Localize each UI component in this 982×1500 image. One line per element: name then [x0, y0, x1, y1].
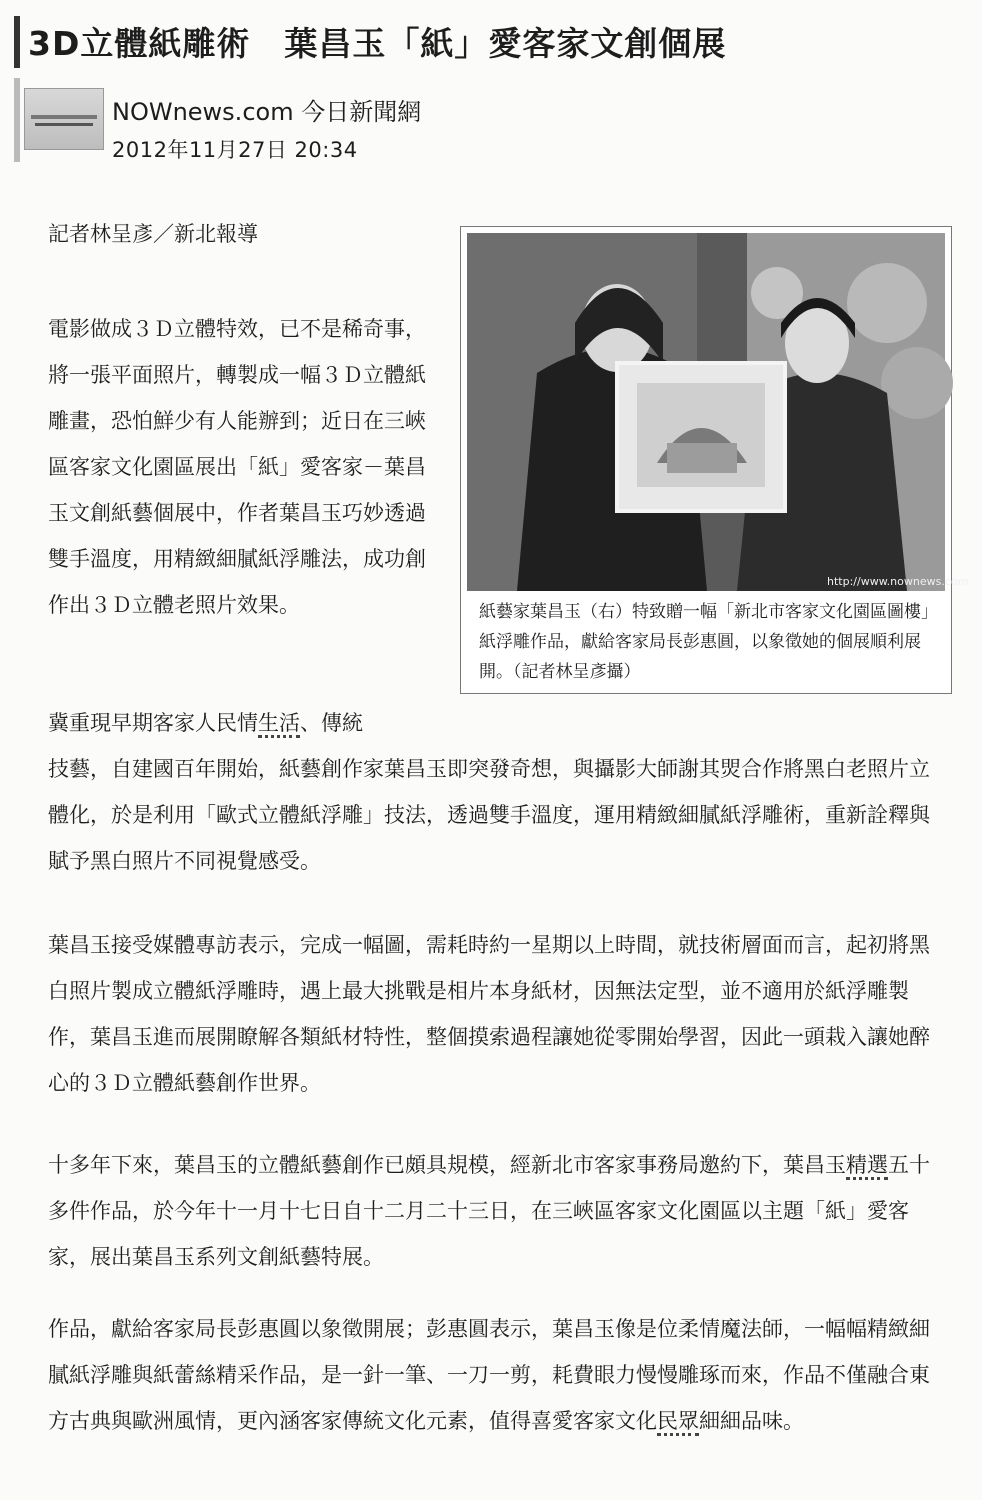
news-photo [467, 233, 969, 591]
emphasis-term: 精選 [846, 1153, 888, 1180]
publisher-logo [24, 88, 104, 150]
photo-watermark: http://www.nownews.com [827, 575, 969, 588]
emphasis-term: 民眾 [657, 1409, 699, 1436]
photo-caption: 紙藝家葉昌玉（右）特致贈一幅「新北市客家文化園區圖樓」紙浮雕作品，獻給客家局長彭惠圓，以象徵她的個展順利展開。（記者林呈彥攝） [479, 602, 938, 682]
emphasis-term: 生活 [258, 711, 300, 738]
title-accent-bar [14, 16, 20, 68]
article-title: 3D立體紙雕術 葉昌玉「紙」愛客家文創個展 [28, 24, 727, 63]
paragraph-2-lead: 冀重現早期客家人民情生活、傳統 [48, 700, 363, 746]
byline: 記者林呈彥／新北報導 [48, 222, 258, 246]
paragraph-4: 十多年下來，葉昌玉的立體紙藝創作已頗具規模，經新北市客家事務局邀約下，葉昌玉精選五十多件作品，於今年十一月十七日自十二月二十三日，在三峽區客家文化園區以主題「紙」愛客家，展出葉昌玉系列文創紙藝特展。 [48, 1153, 930, 1269]
paragraph-1: 電影做成３Ｄ立體特效，已不是稀奇事，將一張平面照片，轉製成一幅３Ｄ立體紙雕畫，恐怕鮮少有人能辦到；近日在三峽區客家文化園區展出「紙」愛客家－葉昌玉文創紙藝個展中，作者葉昌玉巧妙透過雙手溫度，用精緻細膩紙浮雕法，成功創作出３Ｄ立體老照片效果。 [48, 317, 426, 617]
publisher-name: NOWnews.com 今日新聞網 [112, 98, 422, 126]
paragraph-2: 技藝，自建國百年開始，紙藝創作家葉昌玉即突發奇想，與攝影大師謝其焸合作將黑白老照片立體化，於是利用「歐式立體紙浮雕」技法，透過雙手溫度，運用精緻細膩紙浮雕術，重新詮釋與賦予黑白照片不同視覺感受。 [48, 757, 930, 873]
paragraph-3: 葉昌玉接受媒體專訪表示，完成一幅圖，需耗時約一星期以上時間，就技術層面而言，起初將黑白照片製成立體紙浮雕時，遇上最大挑戰是相片本身紙材，因無法定型，並不適用於紙浮雕製作，葉昌玉進而展開瞭解各類紙材特性，整個摸索過程讓她從零開始學習，因此一頭栽入讓她醉心的３Ｄ立體紙藝創作世界。 [48, 933, 930, 1095]
publish-datetime: 2012年11月27日 20:34 [112, 138, 358, 162]
paragraph-5: 作品，獻給客家局長彭惠圓以象徵開展；彭惠圓表示，葉昌玉像是位柔情魔法師，一幅幅精緻細膩紙浮雕與紙蕾絲精采作品，是一針一筆、一刀一剪，耗費眼力慢慢雕琢而來，作品不僅融合東方古典與歐洲風情，更內涵客家傳統文化元素，值得喜愛客家文化民眾細細品味。 [48, 1306, 938, 1444]
publisher-accent-bar [14, 78, 20, 162]
photo-figure [460, 226, 969, 694]
